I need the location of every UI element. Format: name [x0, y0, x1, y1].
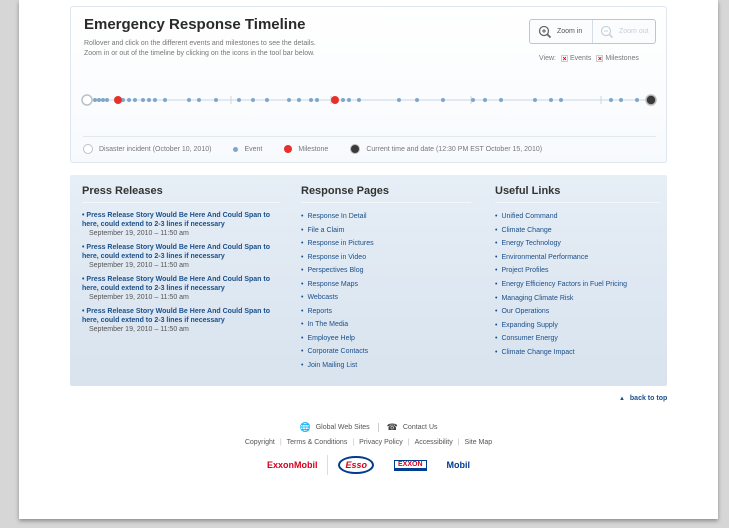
press-release-date: September 19, 2010 – 11:50 am [89, 230, 189, 237]
timeline-event-marker[interactable] [357, 98, 361, 102]
legend-event-label: Event [244, 145, 263, 153]
link-item[interactable]: • Climate Change Impact [495, 346, 660, 360]
timeline-milestone-marker[interactable] [114, 96, 122, 104]
press-release-item[interactable] [82, 243, 280, 270]
link-item[interactable]: • Our Operations [495, 305, 660, 319]
zoom-in-icon [538, 25, 552, 39]
press-release-item[interactable] [82, 211, 280, 238]
footer-utility-links [19, 422, 718, 433]
events-checkbox[interactable]: × [562, 56, 567, 63]
event-marker-icon [233, 147, 238, 152]
timeline-event-marker[interactable] [619, 98, 623, 102]
timeline-description: Zoom in or out of the timeline by clicking on the icons in the tool bar below. [84, 50, 315, 57]
timeline-event-marker[interactable] [471, 98, 475, 102]
timeline-panel [70, 6, 667, 163]
press-release-title[interactable]: • Press Release Story Would Be Here And Could Span to here, could extend to 2-3 lines if necessary [82, 275, 280, 293]
footer-link[interactable]: Terms & Conditions [286, 439, 348, 446]
milestone-marker-icon [284, 145, 292, 153]
link-item[interactable]: • Join Mailing List [301, 359, 471, 373]
timeline-event-marker[interactable] [147, 98, 151, 102]
exxonmobil-logo[interactable]: ExxonMobil [266, 460, 318, 470]
globe-icon: 🌐 [299, 422, 311, 432]
link-item[interactable]: • File a Claim [301, 224, 471, 238]
press-release-date: September 19, 2010 – 11:50 am [89, 326, 189, 333]
link-item[interactable]: • In The Media [301, 318, 471, 332]
timeline-event-marker[interactable] [97, 98, 101, 102]
link-item[interactable]: • Reports [301, 305, 471, 319]
link-item[interactable]: • Response in Pictures [301, 237, 471, 251]
page-sheet [19, 0, 718, 519]
divider: | [352, 439, 355, 446]
timeline-event-marker[interactable] [153, 98, 157, 102]
legend-milestone [284, 145, 328, 153]
timeline-event-marker[interactable] [441, 98, 445, 102]
zoom-toolbar [529, 19, 656, 44]
press-release-item[interactable] [82, 307, 280, 334]
timeline-event-marker[interactable] [347, 98, 351, 102]
press-release-item[interactable] [82, 275, 280, 302]
timeline-event-marker[interactable] [297, 98, 301, 102]
mobil-logo[interactable]: Mobil [446, 460, 471, 470]
timeline-event-marker[interactable] [315, 98, 319, 102]
timeline-event-marker[interactable] [141, 98, 145, 102]
timeline-event-marker[interactable] [93, 98, 97, 102]
timeline-event-marker[interactable] [397, 98, 401, 102]
timeline-event-marker[interactable] [549, 98, 553, 102]
timeline-event-marker[interactable] [265, 98, 269, 102]
divider: | [457, 439, 460, 446]
link-item[interactable]: • Energy Technology [495, 237, 660, 251]
useful-links-heading: Useful Links [495, 185, 660, 203]
legend-current [350, 144, 542, 154]
divider: | [279, 439, 282, 446]
caret-up-icon: ▲ [619, 396, 625, 402]
timeline-event-marker[interactable] [214, 98, 218, 102]
footer-link[interactable]: Site Map [464, 439, 493, 446]
timeline-event-marker[interactable] [483, 98, 487, 102]
timeline-event-marker[interactable] [163, 98, 167, 102]
link-item[interactable]: • Managing Climate Risk [495, 292, 660, 306]
timeline-current-marker[interactable] [646, 95, 656, 105]
zoom-out-label: Zoom out [619, 28, 649, 35]
divider: | [407, 439, 410, 446]
press-release-date: September 19, 2010 – 11:50 am [89, 294, 189, 301]
timeline-legend [83, 144, 564, 154]
zoom-out-icon [600, 25, 614, 39]
current-time-marker-icon [350, 144, 360, 154]
milestones-filter-label: Milestones [605, 55, 639, 62]
link-item[interactable]: • Environmental Performance [495, 251, 660, 265]
timeline-event-marker[interactable] [127, 98, 131, 102]
link-item[interactable]: • Unified Command [495, 210, 660, 224]
useful-links-column [495, 175, 660, 359]
timeline-event-marker[interactable] [251, 98, 255, 102]
link-item[interactable]: • Response In Detail [301, 210, 471, 224]
timeline-title: Emergency Response Timeline [84, 16, 306, 33]
view-filter [539, 55, 639, 62]
response-pages-column [301, 175, 471, 372]
global-sites-link[interactable]: Global Web Sites [315, 424, 370, 431]
zoom-in-button[interactable] [530, 20, 593, 43]
timeline-event-marker[interactable] [341, 98, 345, 102]
link-item[interactable]: • Response in Video [301, 251, 471, 265]
link-item[interactable]: • Corporate Contacts [301, 345, 471, 359]
legend-milestone-label: Milestone [298, 145, 329, 153]
brand-logos [19, 455, 718, 475]
link-item[interactable]: • Response Maps [301, 278, 471, 292]
footer-link[interactable]: Accessibility [414, 439, 453, 446]
links-panel [70, 175, 667, 386]
useful-links-list [495, 210, 660, 359]
response-pages-list [301, 210, 471, 372]
timeline-event-marker[interactable] [559, 98, 563, 102]
timeline-event-marker[interactable] [133, 98, 137, 102]
link-item[interactable]: • Energy Efficiency Factors in Fuel Pricing [495, 280, 660, 289]
timeline-event-marker[interactable] [197, 98, 201, 102]
milestones-checkbox[interactable]: × [597, 56, 602, 63]
press-releases-column [82, 175, 280, 339]
press-releases-heading: Press Releases [82, 185, 280, 203]
divider [327, 455, 328, 475]
timeline-event-marker[interactable] [635, 98, 639, 102]
legend-current-label: Current time and date (12:30 PM EST October 15, 2010) [366, 145, 543, 153]
footer-link[interactable]: Privacy Policy [359, 439, 403, 446]
zoom-out-button[interactable] [594, 20, 656, 43]
timeline-event-marker[interactable] [105, 98, 109, 102]
timeline-event-marker[interactable] [499, 98, 503, 102]
timeline-event-marker[interactable] [187, 98, 191, 102]
press-releases-list [82, 211, 280, 334]
link-item[interactable]: • Webcasts [301, 291, 471, 305]
timeline-event-marker[interactable] [533, 98, 537, 102]
legend-event [233, 146, 262, 153]
exxon-logo[interactable]: EXXON [394, 460, 427, 471]
zoom-in-label: Zoom in [557, 28, 583, 35]
timeline-event-marker[interactable] [237, 98, 241, 102]
timeline-description: Rollover and click on the different events and milestones to see the details. [84, 40, 316, 47]
press-release-date: September 19, 2010 – 11:50 am [89, 262, 189, 269]
timeline-event-marker[interactable] [309, 98, 313, 102]
disaster-marker-icon [83, 144, 93, 154]
link-item[interactable]: • Climate Change [495, 224, 660, 238]
response-pages-heading: Response Pages [301, 185, 471, 203]
esso-logo[interactable]: Esso [338, 456, 374, 474]
divider [378, 423, 379, 432]
phone-icon: ☎ [386, 422, 398, 432]
back-to-top-link[interactable] [619, 395, 667, 402]
link-item[interactable]: • Expanding Supply [495, 319, 660, 333]
view-label: View: [539, 55, 556, 62]
timeline-event-marker[interactable] [101, 98, 105, 102]
link-item[interactable]: • Project Profiles [495, 264, 660, 278]
press-release-title[interactable]: • Press Release Story Would Be Here And Could Span to here, could extend to 2-3 lines if necessary [82, 307, 280, 325]
legend-disaster [83, 144, 211, 154]
link-item[interactable]: • Perspectives Blog [301, 264, 471, 278]
timeline-event-marker[interactable] [415, 98, 419, 102]
legend-disaster-label: Disaster incident (October 10, 2010) [99, 145, 212, 153]
press-release-title[interactable]: • Press Release Story Would Be Here And Could Span to here, could extend to 2-3 lines if necessary [82, 211, 280, 229]
timeline-track[interactable] [81, 89, 657, 111]
events-filter-label: Events [570, 55, 592, 62]
link-item[interactable]: • Consumer Energy [495, 332, 660, 346]
timeline-event-marker[interactable] [287, 98, 291, 102]
timeline-start-marker[interactable] [82, 95, 92, 105]
contact-us-link[interactable]: Contact Us [402, 424, 438, 431]
timeline-milestone-marker[interactable] [331, 96, 339, 104]
back-to-top-label: back to top [629, 395, 668, 402]
divider [83, 136, 656, 137]
footer-link[interactable]: Copyright [244, 439, 275, 446]
link-item[interactable]: • Employee Help [301, 332, 471, 346]
footer-legal-links [19, 439, 718, 446]
press-release-title[interactable]: • Press Release Story Would Be Here And Could Span to here, could extend to 2-3 lines if necessary [82, 243, 280, 261]
timeline-event-marker[interactable] [609, 98, 613, 102]
